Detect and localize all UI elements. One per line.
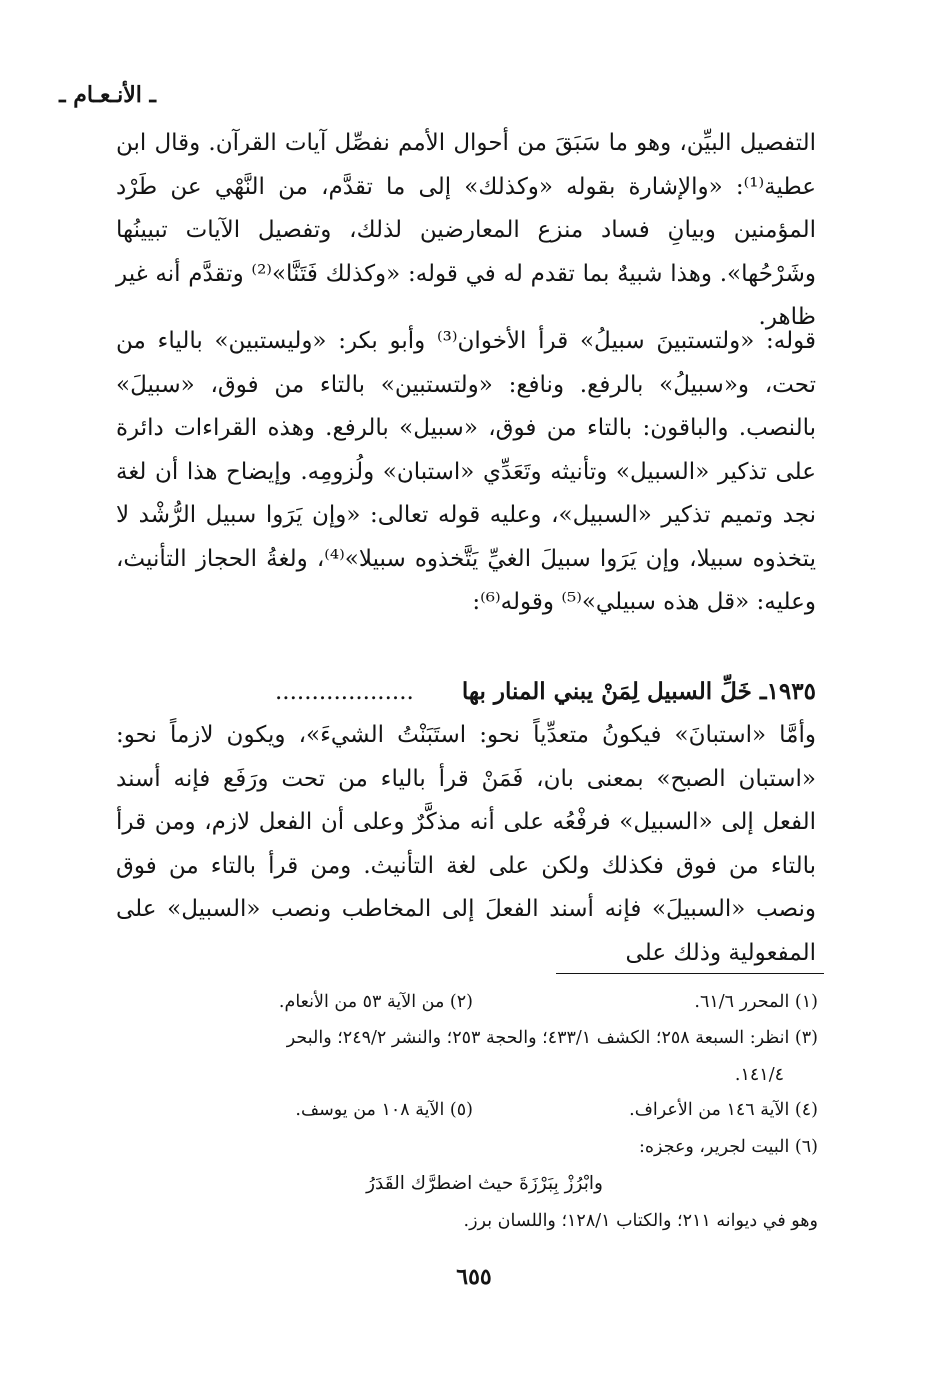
verse-dots: ................... bbox=[274, 679, 414, 705]
verse-number: ١٩٣٥ـ bbox=[759, 678, 816, 705]
footnote-3-continuation bbox=[116, 1060, 818, 1090]
footnote-6-verse: وابْرُزْ بِبَرْزَةَ حيث اضطرَّك القَدَرُ bbox=[366, 1173, 603, 1194]
footnote-6-source: وهو في ديوانه ٢١١؛ والكتاب ١٢٨/١؛ واللسان برز. bbox=[463, 1211, 818, 1231]
footnote-3-cont-text: ١٤١/٤. bbox=[734, 1065, 784, 1085]
paragraph-3: وأمَّا «استبانَ» فيكونُ متعدِّياً نحو: استَبَنْتُ الشيءَ»، ويكون لازماً نحو: «استبان الصبح» بمعنى بان، فَمَنْ قرأ بالياء من تحت ورَفَع فإنه أسند الفعل إلى «السبيل» فرفْعُه على أنه مذكَّرٌ وعلى أن الفعل لازم، ومن قرأ بالتاء من فوق فكذلك ولكن على لغة التأنيث. ومن قرأ بالتاء من فوق ونصب «السبيلَ» فإنه أسند الفعلَ إلى المخاطب ونصب «السبيل» على المفعولية وذلك على bbox=[116, 722, 816, 966]
verse-line bbox=[116, 672, 816, 712]
footnote-3: (٣) انظر: السبعة ٢٥٨؛ الكشف ٤٣٣/١؛ والحجة ٢٥٣؛ والنشر ٢٤٩/٢؛ والبحر bbox=[286, 1028, 818, 1048]
footnote-4: (٤) الآية ١٤٦ من الأعراف. bbox=[629, 1100, 818, 1120]
footnote-row-4 bbox=[116, 1095, 818, 1125]
footnote-2: (٢) من الآية ٥٣ من الأنعام. bbox=[278, 992, 473, 1012]
footnote-separator bbox=[556, 973, 824, 974]
footnote-5: (٥) الآية ١٠٨ من يوسف. bbox=[295, 1100, 473, 1120]
page-number: ٦٥٥ bbox=[456, 1264, 492, 1290]
footnote-row-1 bbox=[116, 987, 818, 1017]
paragraph-1: التفصيل البيِّن، وهو ما سَبَقَ من أحوال الأمم نفصِّل آيات القرآن. وقال ابن عطية⁽¹⁾: «والإشارة بقوله «وكذلك» إلى ما تقدَّم، من النَّهْي عن طَرْد المؤمنين وبيانِ فساد منزع المعارضين لذلك، وتفصيل الآيات تبيينُها وشَرْحُها». وهذا شبيهٌ بما تقدم له في قوله: «وكذلك فَتَنَّا»⁽²⁾ وتقدَّم أنه غير ظاهر. bbox=[116, 130, 816, 330]
footnote-6: (٦) البيت لجرير، وعجزه: bbox=[638, 1137, 818, 1157]
running-header: ـ الأنـعـام ـ bbox=[59, 82, 156, 108]
footnote-1: (١) المحرر ٦١/٦. bbox=[694, 992, 818, 1012]
paragraph-2: قوله: «ولتستبينَ سبيلُ» قرأ الأخوان⁽³⁾ وأبو بكر: «وليستبين» بالياء من تحت، و«سبيلُ» بالرفع. ونافع: «ولتستبين» بالتاء من فوق، «سبيلَ» بالنصب. والباقون: بالتاء من فوق، «سبيل» بالرفع. وهذه القراءات دائرة على تذكير «السبيل» وتأنيثه وتَعَدِّي «استبان» ولُزومِه. وإيضاح هذا أن لغة نجد وتميم تذكير «السبيل»، وعليه قوله تعالى: «وإن يَرَوا سبيل الرُّشْد لا يتخذوه سبيلا، وإن يَرَوا سبيلَ الغيِّ يَتَّخذوه سبيلا»⁽⁴⁾، ولغةُ الحجاز التأنيث، وعليه: «قل هذه سبيلي»⁽⁵⁾ وقوله⁽⁶⁾: bbox=[116, 328, 816, 615]
verse-text: خَلِّ السبيل لِمَنْ يبني المنار بها bbox=[461, 678, 752, 705]
